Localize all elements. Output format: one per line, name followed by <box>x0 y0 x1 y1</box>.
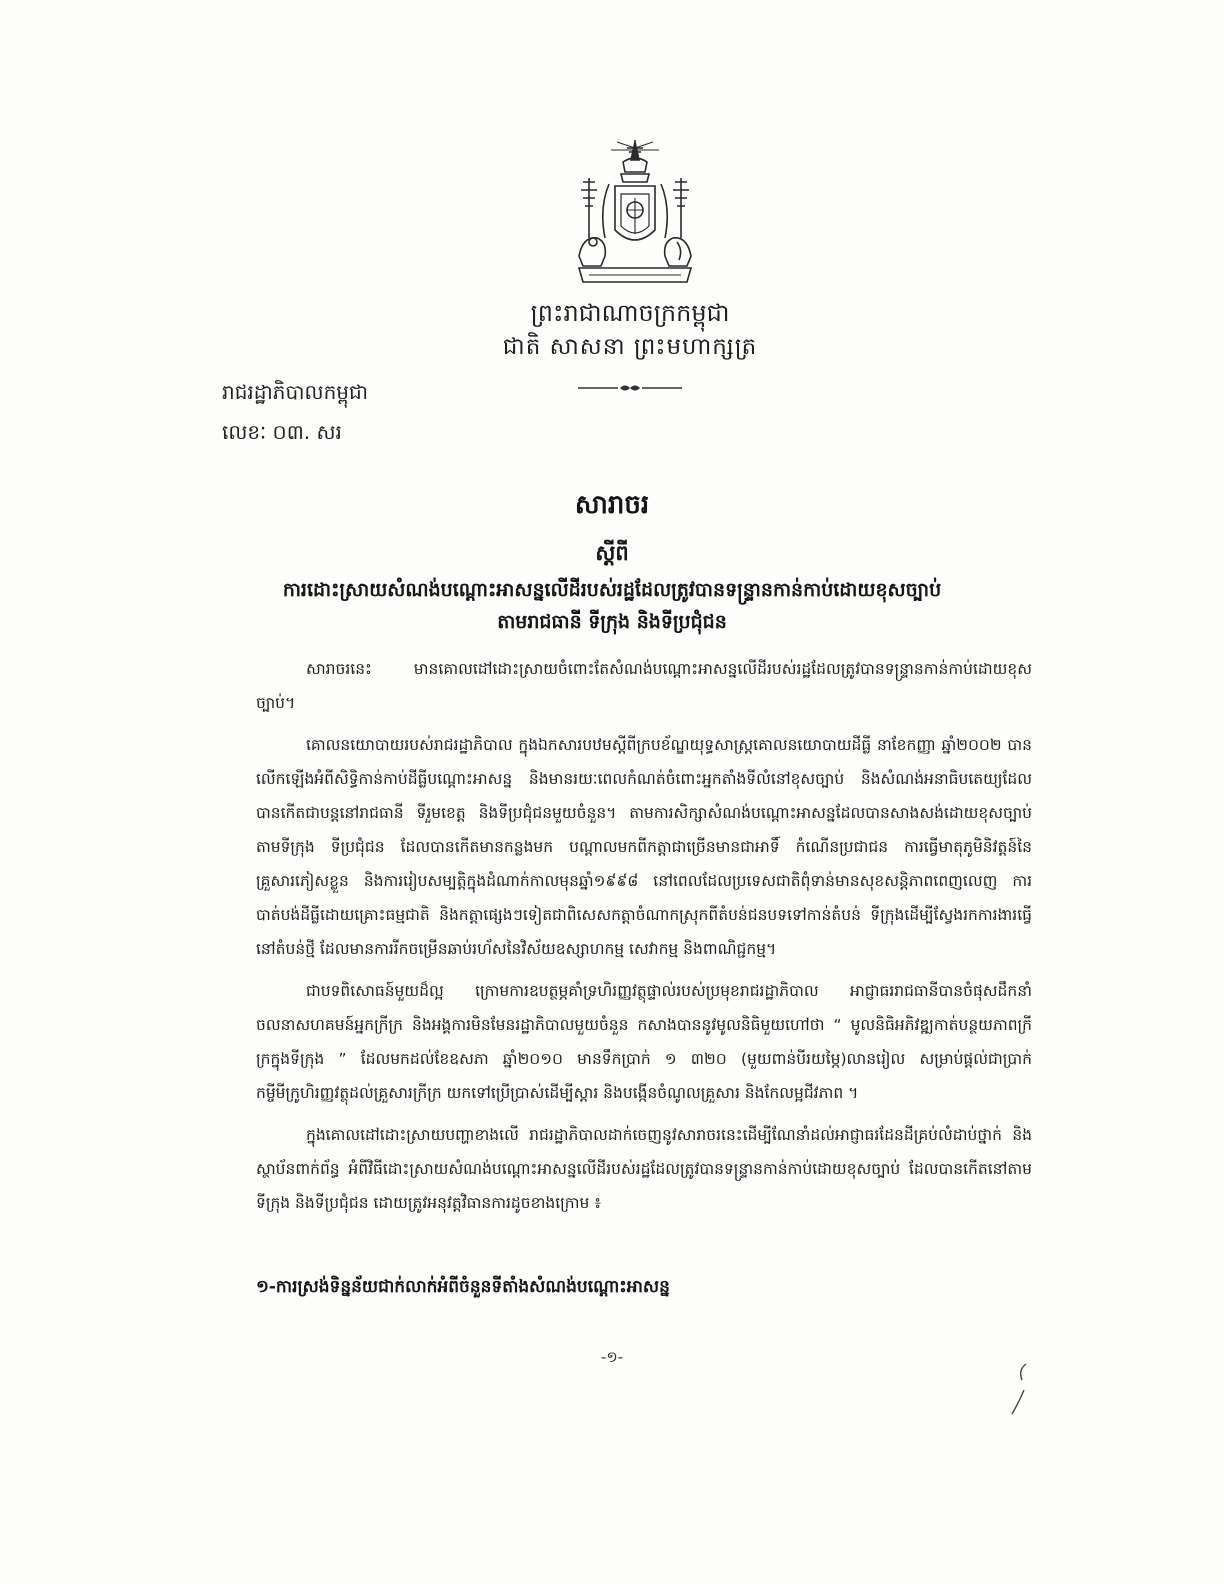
document-type-title: សារាចរ <box>574 490 650 520</box>
paragraph: សារាចរនេះ មានគោលដៅដោះស្រាយចំពោះតែសំណង់បណ្តោះអាសន្នលើដីរបស់រដ្ឋដែលត្រូវបានទន្ទ្រានកាន់កាប់ដោយខុសច្បាប់។ <box>256 660 1032 712</box>
reference-number: លេខៈ ០៣. សរ <box>222 420 342 444</box>
national-motto: ជាតិ សាសនា ព្រះមហាក្សត្រ <box>502 334 758 360</box>
body-text <box>256 652 1032 1228</box>
about-label: ស្តីពី <box>595 541 629 565</box>
paragraph: គោលនយោបាយរបស់រាជរដ្ឋាភិបាល ក្នុងឯកសារបឋមស្តីពីក្របខ័ណ្ឌយុទ្ធសាស្ត្រគោលនយោបាយដីធ្លី នាខែកញ្ញា ឆ្នាំ២០០២ បានលើកឡើងអំពីសិទ្ធិកាន់កាប់ដីធ្លីបណ្តោះអាសន្ន និងមានរយៈពេលកំណត់ចំពោះអ្នកតាំងទីលំនៅខុសច្បាប់ និងសំណង់អនាធិបតេយ្យដែលបានកើតជាបន្តនៅរាជធានី ទីរួមខេត្ត និងទីប្រជុំជនមួយចំនួន។ តាមការសិក្សាសំណង់បណ្តោះអាសន្នដែលបានសាងសង់ដោយខុសច្បាប់តាមទីក្រុង ទីប្រជុំជន ដែលបានកើតមានកន្លងមក បណ្តាលមកពីកត្តាជាច្រើនមានជាអាទិ៍ កំណើនប្រជាជន ការធ្វើមាតុភូមិនិវត្តន៍នៃគ្រួសារភៀសខ្លួន និងការរៀបសម្បត្តិក្នុងដំណាក់កាលមុនឆ្នាំ១៩៩៨ នៅពេលដែលប្រទេសជាតិពុំទាន់មានសុខសន្តិភាពពេញលេញ ការបាត់បង់ដីធ្លីដោយគ្រោះធម្មជាតិ និងកត្តាផ្សេងៗទៀតជាពិសេសកត្តាចំណាកស្រុកពីតំបន់ជនបទទៅកាន់តំបន់ ទីក្រុងដើម្បីស្វែងរកការងារធ្វើនៅតំបន់ថ្មី ដែលមានការរីកចម្រើនឆាប់រហ័សនៃវិស័យឧស្សាហកម្ម សេវាកម្ម និងពាណិជ្ជកម្ម។ <box>256 736 1032 958</box>
issuer-block <box>222 372 442 452</box>
royal-coat-of-arms-icon <box>565 138 705 288</box>
divider-ornament-icon <box>578 382 682 394</box>
kingdom-name: ព្រះរាជាណាចក្រកម្ពុជា <box>530 299 730 327</box>
handwritten-mark-icon <box>1004 1360 1034 1420</box>
subject-title-line-2: តាមរាជធានី ទីក្រុង និងទីប្រជុំជន <box>497 611 727 633</box>
paragraph: ជាបទពិសោធន៍មួយដ៏ល្អ ក្រោមការឧបត្ថម្ភគាំទ្រហិរញ្ញវត្ថុផ្ទាល់របស់ប្រមុខរាជរដ្ឋាភិបាល អាជ្ញាធររាជធានីបានចំផុសដឹកនាំចលនាសហគមន៍អ្នកក្រីក្រ និងអង្គការមិនមែនរដ្ឋាភិបាលមួយចំនួន កសាងបាននូវមូលនិធិមួយហៅថា “ មូលនិធិអភិវឌ្ឍកាត់បន្ថយភាពក្រីក្រក្នុងទីក្រុង ” ដែលមកដល់ខែឧសភា ឆ្នាំ២០១០ មានទឹកប្រាក់ ១ ៣២០ (មួយពាន់បីរយម្ភៃ)លានរៀល សម្រាប់ផ្តល់ជាប្រាក់កម្ចីមីក្រូហិរញ្ញវត្ថុដល់គ្រួសារក្រីក្រ យកទៅប្រើប្រាស់ដើម្បីស្តារ និងបង្កើនចំណូលគ្រួសារ និងកែលម្អជីវភាព ។ <box>256 982 1032 1102</box>
paragraph: ក្នុងគោលដៅដោះស្រាយបញ្ហាខាងលើ រាជរដ្ឋាភិបាលដាក់ចេញនូវសារាចរនេះដើម្បីណែនាំដល់អាជ្ញាធរដែនដីគ្រប់លំដាប់ថ្នាក់ និងស្ថាប័នពាក់ព័ន្ធ អំពីវិធីដោះស្រាយសំណង់បណ្តោះអាសន្នលើដីរបស់រដ្ឋដែលត្រូវបានទន្ទ្រានកាន់កាប់ដោយខុសច្បាប់ ដែលបានកើតនៅតាមទីក្រុង និងទីប្រជុំជន ដោយត្រូវអនុវត្តវិធានការដូចខាងក្រោម ៖ <box>256 1126 1032 1212</box>
section-heading: ១-ការស្រង់ទិន្នន័យជាក់លាក់អំពីចំនួនទីតាំងសំណង់បណ្តោះអាសន្ន <box>256 1277 670 1297</box>
page-number: -១- <box>600 1348 624 1366</box>
subject-title-line-1: ការដោះស្រាយសំណង់បណ្តោះអាសន្នលើដីរបស់រដ្ឋដែលត្រូវបានទន្ទ្រានកាន់កាប់ដោយខុសច្បាប់ <box>282 579 942 601</box>
kingdom-header <box>460 296 800 364</box>
government-name: រាជរដ្ឋាភិបាលកម្ពុជា <box>222 380 368 404</box>
